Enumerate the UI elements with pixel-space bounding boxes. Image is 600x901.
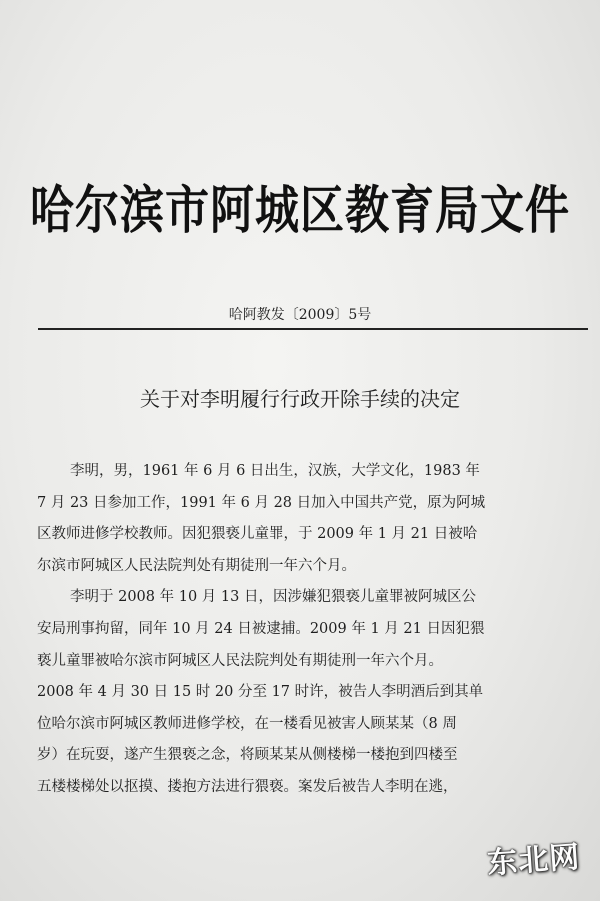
body-line: 2008 年 4 月 30 日 15 时 20 分至 17 时许，被告人李明酒后到其单 [37, 684, 484, 701]
body-line: 李明于 2008 年 10 月 13 日，因涉嫌犯猥亵儿童罪被阿城区公 [70, 589, 476, 606]
body-line: 7 月 23 日参加工作，1991 年 6 月 28 日加入中国共产党，原为阿城 [37, 494, 486, 511]
decision-title: 关于对李明履行行政开除手续的决定 [140, 387, 460, 411]
body-line: 李明，男，1961 年 6 月 6 日出生，汉族，大学文化，1983 年 [70, 463, 480, 479]
document-number: 哈阿教发〔2009〕5号 [228, 307, 372, 323]
body-line: 区教师进修学校教师。因犯猥亵儿童罪，于 2009 年 1 月 21 日被哈 [37, 526, 478, 543]
document-body [37, 456, 590, 804]
body-line: 岁）在玩耍，遂产生猥亵之念，将顾某某从侧楼梯一楼抱到四楼至 [37, 747, 458, 764]
document-header-title: 哈尔滨市阿城区教育局文件 [30, 180, 570, 242]
site-watermark: 东北网 [486, 839, 582, 882]
body-line: 五楼楼梯处以抠摸、搂抱方法进行猥亵。案发后被告人李明在逃， [37, 778, 458, 795]
body-line: 尔滨市阿城区人民法院判处有期徒刑一年六个月。 [37, 557, 356, 574]
body-line: 位哈尔滨市阿城区教师进修学校，在一楼看见被害人顾某某（8 周 [37, 715, 457, 732]
body-line: 亵儿童罪被哈尔滨市阿城区人民法院判处有期徒刑一年六个月。 [37, 652, 443, 669]
header-divider [38, 328, 588, 330]
body-line: 安局刑事拘留，同年 10 月 24 日被逮捕。2009 年 1 月 21 日因犯猥 [37, 620, 485, 637]
